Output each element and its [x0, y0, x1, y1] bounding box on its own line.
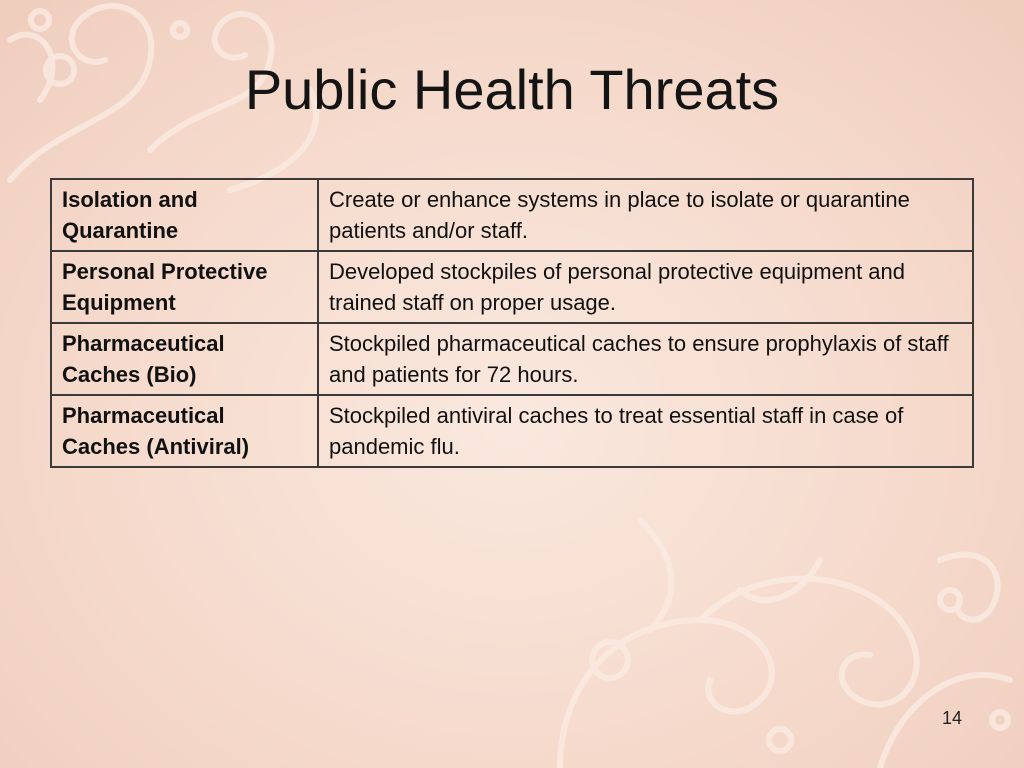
row-key: Personal Protective Equipment: [51, 251, 318, 323]
row-key: Pharmaceutical Caches (Bio): [51, 323, 318, 395]
page-number: 14: [941, 708, 962, 728]
table-row: [51, 179, 973, 251]
slide-title: Public Health Threats: [244, 58, 780, 121]
row-description: Create or enhance systems in place to isolate or quarantine patients and/or staff.: [318, 179, 973, 251]
row-description: Developed stockpiles of personal protective equipment and trained staff on proper usage.: [318, 251, 973, 323]
table-row: [51, 395, 973, 467]
row-key: Pharmaceutical Caches (Antiviral): [51, 395, 318, 467]
row-description: Stockpiled pharmaceutical caches to ensure prophylaxis of staff and patients for 72 hours.: [318, 323, 973, 395]
row-description: Stockpiled antiviral caches to treat essential staff in case of pandemic flu.: [318, 395, 973, 467]
table-row: [51, 251, 973, 323]
table-row: [51, 323, 973, 395]
threats-table: [50, 178, 974, 468]
row-key: Isolation and Quarantine: [51, 179, 318, 251]
